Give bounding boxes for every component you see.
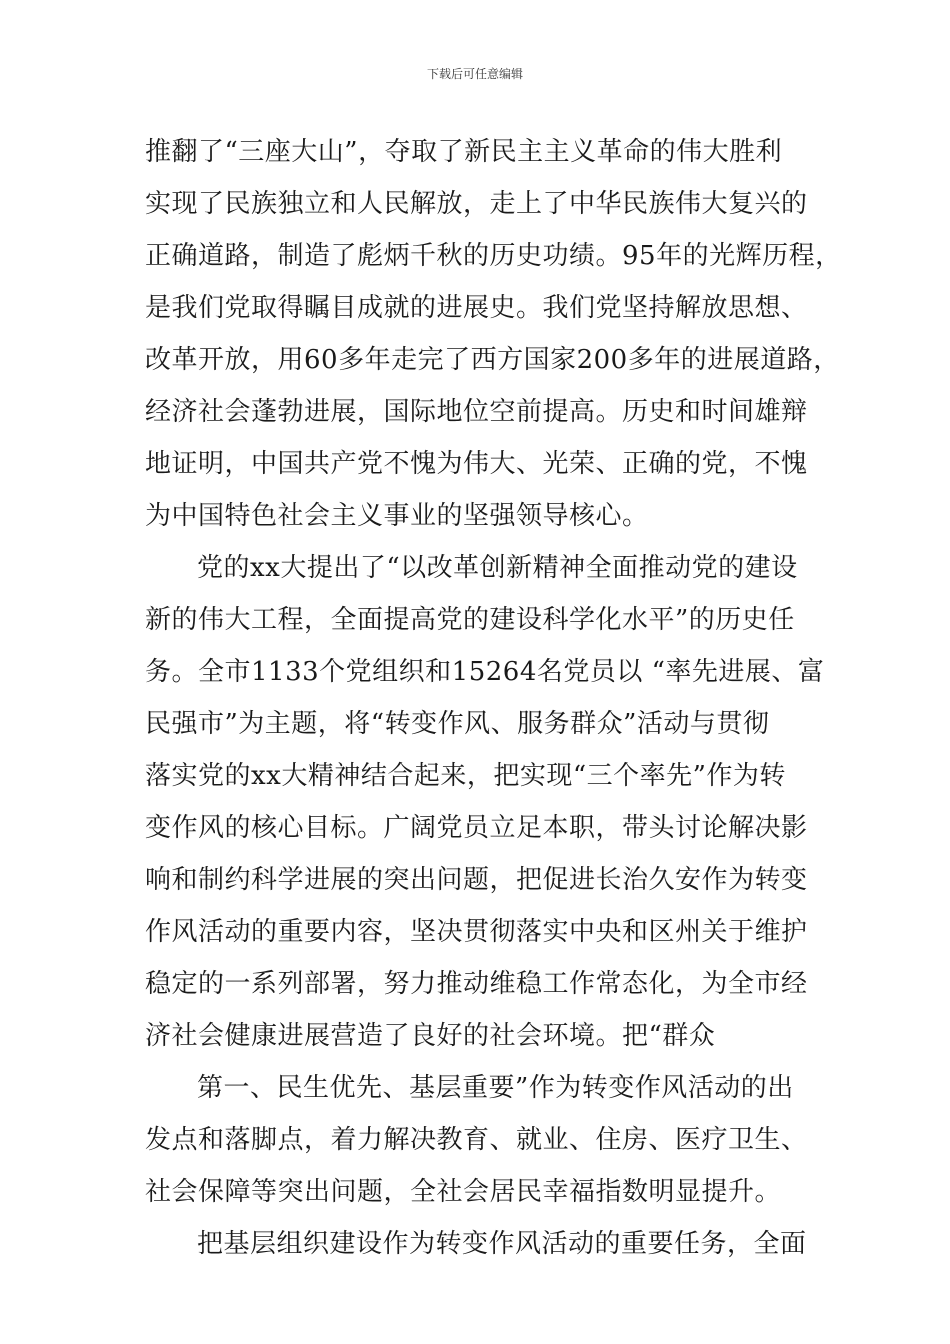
text-line: 经济社会蓬勃进展，国际地位空前提高。历史和时间雄辩: [145, 397, 808, 427]
text-line: 济社会健康进展营造了良好的社会环境。把“群众: [145, 1021, 716, 1051]
text-line: 发点和落脚点，着力解决教育、就业、住房、医疗卫生、: [145, 1125, 808, 1155]
text-line: 变作风的核心目标。广阔党员立足本职，带头讨论解决影: [145, 813, 808, 843]
text-line: 地证明，中国共产党不愧为伟大、光荣、正确的党，不愧: [145, 449, 808, 479]
text-line: 党的xx大提出了“以改革创新精神全面推动党的建设: [197, 553, 798, 583]
text-line: 实现了民族独立和人民解放，走上了中华民族伟大复兴的: [145, 189, 808, 219]
paragraph-2: [145, 542, 835, 1062]
paragraph-1: [145, 126, 842, 542]
text-line: 社会保障等突出问题，全社会居民幸福指数明显提升。: [145, 1177, 782, 1207]
paragraph-4: [145, 1218, 835, 1270]
text-line: 作风活动的重要内容，坚决贯彻落实中央和区州关于维护: [145, 917, 808, 947]
text-line: 正确道路，制造了彪炳千秋的历史功绩。95年的光辉历程，: [145, 241, 842, 271]
text-line: 民强市”为主题，将“转变作风、服务群众”活动与贯彻: [145, 709, 770, 739]
text-line: 为中国特色社会主义事业的坚强领导核心。: [145, 501, 649, 531]
text-line: 务。全市1133个党组织和15264名党员以 “率先进展、富: [145, 657, 825, 687]
document-body: [145, 126, 842, 1270]
text-line: 响和制约科学进展的突出问题，把促进长治久安作为转变: [145, 865, 808, 895]
text-line: 是我们党取得瞩目成就的进展史。我们党坚持解放思想、: [145, 293, 808, 323]
text-line: 稳定的一系列部署，努力推动维稳工作常态化，为全市经: [145, 969, 808, 999]
paragraph-3: [145, 1062, 835, 1218]
text-line: 第一、民生优先、基层重要”作为转变作风活动的出: [197, 1073, 794, 1103]
text-line: 推翻了“三座大山”，夺取了新民主主义革命的伟大胜利: [145, 137, 783, 167]
page-header-note: 下载后可任意编辑: [426, 67, 523, 81]
text-line: 把基层组织建设作为转变作风活动的重要任务，全面: [197, 1229, 807, 1259]
text-line: 新的伟大工程，全面提高党的建设科学化水平”的历史任: [145, 605, 795, 635]
text-line: 落实党的xx大精神结合起来，把实现“三个率先”作为转: [145, 761, 786, 791]
text-line: 改革开放，用60多年走完了西方国家200多年的进展道路，: [145, 345, 840, 375]
